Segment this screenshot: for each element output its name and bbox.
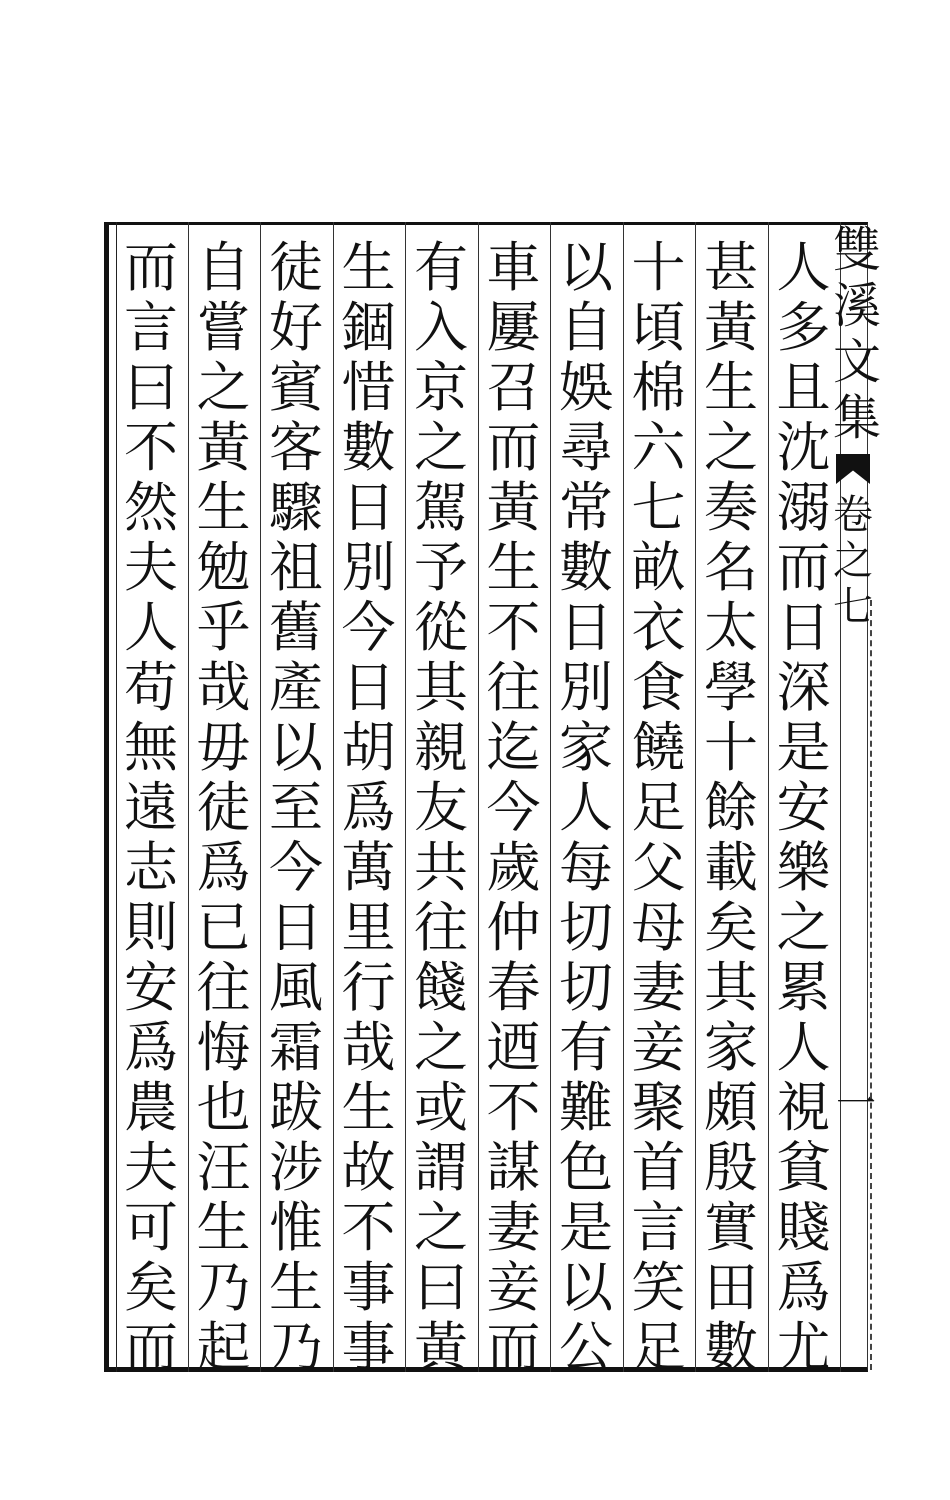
- glyph: 入: [414, 296, 468, 359]
- glyph: 謀: [486, 1136, 541, 1199]
- glyph: 惟: [269, 1196, 323, 1259]
- glyph: 生: [704, 356, 758, 419]
- glyph: 惜: [341, 356, 396, 419]
- glyph: 數: [704, 1316, 758, 1379]
- glyph: 往: [486, 656, 541, 719]
- glyph: 數: [341, 416, 396, 479]
- glyph: 家: [559, 716, 613, 779]
- glyph: 黃: [486, 476, 541, 539]
- glyph: 不: [486, 1076, 541, 1139]
- glyph: 奏: [704, 476, 758, 539]
- glyph: 笑: [631, 1256, 686, 1319]
- glyph: 日: [559, 596, 613, 659]
- glyph: 風: [269, 956, 323, 1019]
- glyph: 屢: [486, 296, 541, 359]
- glyph: 生: [269, 1256, 323, 1319]
- banxin-volume: [833, 492, 873, 630]
- glyph: 名: [704, 536, 758, 599]
- glyph: 甚: [704, 236, 758, 299]
- glyph: 而: [486, 416, 541, 479]
- glyph: 然: [124, 476, 178, 539]
- glyph: 言: [124, 296, 178, 359]
- glyph: 母: [631, 896, 686, 959]
- glyph: 切: [559, 896, 613, 959]
- glyph: 不: [341, 1196, 396, 1259]
- glyph: 視: [776, 1076, 831, 1139]
- glyph: 仲: [486, 896, 541, 959]
- glyph: 謂: [414, 1136, 468, 1199]
- glyph: 賤: [776, 1196, 831, 1259]
- glyph: 歲: [486, 836, 541, 899]
- glyph: 往: [414, 896, 468, 959]
- glyph: 累: [776, 956, 831, 1019]
- glyph: 殷: [704, 1136, 758, 1199]
- glyph: 饒: [631, 716, 686, 779]
- glyph: 迺: [486, 1016, 541, 1079]
- glyph: 頃: [631, 296, 686, 359]
- glyph: 安: [776, 776, 831, 839]
- glyph: 自: [196, 236, 251, 299]
- column-divider: [550, 222, 551, 1372]
- glyph: 爲: [196, 836, 251, 899]
- glyph: 公: [559, 1316, 613, 1379]
- text-column: [478, 236, 550, 1379]
- glyph: 毋: [196, 716, 251, 779]
- column-divider: [333, 222, 334, 1372]
- banxin-glyph: 集: [833, 390, 882, 446]
- glyph: 沈: [776, 416, 831, 479]
- glyph: 乃: [196, 1256, 251, 1319]
- glyph: 錮: [341, 296, 396, 359]
- glyph: 有: [559, 1016, 613, 1079]
- text-column: [623, 236, 695, 1379]
- glyph: 日: [341, 476, 396, 539]
- text-column: [550, 236, 622, 1379]
- glyph: 無: [124, 716, 178, 779]
- glyph: 舊: [269, 596, 323, 659]
- glyph: 尤: [776, 1316, 831, 1379]
- glyph: 召: [486, 356, 541, 419]
- glyph: 車: [486, 236, 541, 299]
- glyph: 京: [414, 356, 468, 419]
- glyph: 畝: [631, 536, 686, 599]
- glyph: 爲: [776, 1256, 831, 1319]
- text-column: [695, 236, 767, 1379]
- glyph: 黃: [196, 416, 251, 479]
- column-divider: [768, 222, 769, 1372]
- glyph: 之: [196, 356, 251, 419]
- glyph: 萬: [341, 836, 396, 899]
- glyph: 遠: [124, 776, 178, 839]
- banxin-page-number: 一: [836, 1081, 876, 1127]
- glyph: 之: [776, 896, 831, 959]
- glyph: 自: [559, 296, 613, 359]
- glyph: 日: [776, 596, 831, 659]
- glyph: 妻: [486, 1196, 541, 1259]
- glyph: 棉: [631, 356, 686, 419]
- glyph: 色: [559, 1136, 613, 1199]
- block-center-strip: [833, 222, 882, 1372]
- glyph: 別: [341, 536, 396, 599]
- glyph: 迄: [486, 716, 541, 779]
- glyph: 涉: [269, 1136, 323, 1199]
- column-divider: [695, 222, 696, 1372]
- glyph: 賓: [269, 356, 323, 419]
- fishtail-mark-icon: [836, 454, 870, 484]
- glyph: 不: [124, 416, 178, 479]
- text-column: [405, 236, 477, 1379]
- glyph: 嘗: [196, 296, 251, 359]
- glyph: 切: [559, 956, 613, 1019]
- glyph: 生: [196, 476, 251, 539]
- glyph: 故: [341, 1136, 396, 1199]
- glyph: 或: [414, 1076, 468, 1139]
- text-column: [768, 236, 840, 1379]
- glyph: 餞: [414, 956, 468, 1019]
- glyph: 而: [776, 536, 831, 599]
- glyph: 妾: [631, 1016, 686, 1079]
- glyph: 以: [269, 716, 323, 779]
- banxin-glyph: 文: [833, 334, 882, 390]
- glyph: 夫: [124, 536, 178, 599]
- glyph: 以: [559, 236, 613, 299]
- glyph: 父: [631, 836, 686, 899]
- glyph: 深: [776, 656, 831, 719]
- banxin-glyph: 之: [833, 538, 873, 584]
- glyph: 首: [631, 1136, 686, 1199]
- glyph: 多: [776, 296, 831, 359]
- banxin-glyph: 卷: [833, 492, 873, 538]
- glyph: 且: [776, 356, 831, 419]
- glyph: 人: [559, 776, 613, 839]
- glyph: 之: [414, 1016, 468, 1079]
- column-divider: [405, 222, 406, 1372]
- glyph: 人: [776, 236, 831, 299]
- glyph: 驟: [269, 476, 323, 539]
- glyph: 衣: [631, 596, 686, 659]
- glyph: 田: [704, 1256, 758, 1319]
- glyph: 霜: [269, 1016, 323, 1079]
- glyph: 日: [341, 656, 396, 719]
- glyph: 人: [124, 596, 178, 659]
- glyph: 悔: [196, 1016, 251, 1079]
- banxin-dashed-rule: [870, 600, 876, 1370]
- glyph: 友: [414, 776, 468, 839]
- glyph: 每: [559, 836, 613, 899]
- glyph: 今: [341, 596, 396, 659]
- glyph: 爲: [124, 1016, 178, 1079]
- glyph: 可: [124, 1196, 178, 1259]
- glyph: 事: [341, 1316, 396, 1379]
- glyph: 哉: [341, 1016, 396, 1079]
- glyph: 行: [341, 956, 396, 1019]
- glyph: 曰: [124, 356, 178, 419]
- glyph: 爲: [341, 776, 396, 839]
- glyph: 別: [559, 656, 613, 719]
- glyph: 產: [269, 656, 323, 719]
- glyph: 黃: [704, 296, 758, 359]
- glyph: 妾: [486, 1256, 541, 1319]
- glyph: 矣: [704, 896, 758, 959]
- glyph: 是: [559, 1196, 613, 1259]
- glyph: 從: [414, 596, 468, 659]
- glyph: 生: [486, 536, 541, 599]
- glyph: 至: [269, 776, 323, 839]
- glyph: 共: [414, 836, 468, 899]
- glyph: 好: [269, 296, 323, 359]
- glyph: 足: [631, 1316, 686, 1379]
- glyph: 客: [269, 416, 323, 479]
- glyph: 則: [124, 896, 178, 959]
- glyph: 農: [124, 1076, 178, 1139]
- glyph: 志: [124, 836, 178, 899]
- glyph: 餘: [704, 776, 758, 839]
- glyph: 十: [704, 716, 758, 779]
- glyph: 之: [414, 416, 468, 479]
- glyph: 生: [196, 1196, 251, 1259]
- glyph: 難: [559, 1076, 613, 1139]
- glyph: 有: [414, 236, 468, 299]
- glyph: 乃: [269, 1316, 323, 1379]
- glyph: 之: [414, 1196, 468, 1259]
- glyph: 夫: [124, 1136, 178, 1199]
- banxin-glyph: 雙: [833, 222, 882, 278]
- column-divider: [478, 222, 479, 1372]
- glyph: 七: [631, 476, 686, 539]
- glyph: 之: [704, 416, 758, 479]
- glyph: 常: [559, 476, 613, 539]
- glyph: 往: [196, 956, 251, 1019]
- glyph: 起: [196, 1316, 251, 1379]
- glyph: 徒: [196, 776, 251, 839]
- glyph: 人: [776, 1016, 831, 1079]
- glyph: 娛: [559, 356, 613, 419]
- glyph: 聚: [631, 1076, 686, 1139]
- glyph: 跋: [269, 1076, 323, 1139]
- glyph: 乎: [196, 596, 251, 659]
- glyph: 六: [631, 416, 686, 479]
- glyph: 汪: [196, 1136, 251, 1199]
- glyph: 胡: [341, 716, 396, 779]
- glyph: 而: [124, 236, 178, 299]
- glyph: 太: [704, 596, 758, 659]
- glyph: 學: [704, 656, 758, 719]
- text-column: [115, 236, 187, 1379]
- glyph: 其: [414, 656, 468, 719]
- glyph: 生: [341, 1076, 396, 1139]
- glyph: 溺: [776, 476, 831, 539]
- glyph: 家: [704, 1016, 758, 1079]
- glyph: 駕: [414, 476, 468, 539]
- glyph: 實: [704, 1196, 758, 1259]
- text-column: [188, 236, 260, 1379]
- glyph: 是: [776, 716, 831, 779]
- glyph: 尋: [559, 416, 613, 479]
- glyph: 徒: [269, 236, 323, 299]
- column-divider: [623, 222, 624, 1372]
- text-column: [260, 236, 332, 1379]
- glyph: 貧: [776, 1136, 831, 1199]
- glyph: 祖: [269, 536, 323, 599]
- glyph: 日: [269, 896, 323, 959]
- glyph: 而: [486, 1316, 541, 1379]
- glyph: 已: [196, 896, 251, 959]
- glyph: 其: [704, 956, 758, 1019]
- glyph: 哉: [196, 656, 251, 719]
- glyph: 苟: [124, 656, 178, 719]
- glyph: 今: [486, 776, 541, 839]
- glyph: 安: [124, 956, 178, 1019]
- glyph: 予: [414, 536, 468, 599]
- glyph: 食: [631, 656, 686, 719]
- glyph: 矣: [124, 1256, 178, 1319]
- glyph: 也: [196, 1076, 251, 1139]
- glyph: 春: [486, 956, 541, 1019]
- glyph: 足: [631, 776, 686, 839]
- glyph: 里: [341, 896, 396, 959]
- glyph: 言: [631, 1196, 686, 1259]
- glyph: 黃: [414, 1316, 468, 1379]
- glyph: 生: [341, 236, 396, 299]
- banxin-title: [833, 222, 882, 446]
- glyph: 十: [631, 236, 686, 299]
- glyph: 樂: [776, 836, 831, 899]
- column-divider: [260, 222, 261, 1372]
- glyph: 事: [341, 1256, 396, 1319]
- column-divider: [188, 222, 189, 1372]
- glyph: 勉: [196, 536, 251, 599]
- banxin-glyph: 七: [833, 584, 873, 630]
- glyph: 而: [124, 1316, 178, 1379]
- glyph: 不: [486, 596, 541, 659]
- glyph: 今: [269, 836, 323, 899]
- glyph: 數: [559, 536, 613, 599]
- glyph: 以: [559, 1256, 613, 1319]
- glyph: 妻: [631, 956, 686, 1019]
- glyph: 載: [704, 836, 758, 899]
- banxin-glyph: 溪: [833, 278, 882, 334]
- glyph: 頗: [704, 1076, 758, 1139]
- glyph: 親: [414, 716, 468, 779]
- text-column: [333, 236, 405, 1379]
- glyph: 曰: [414, 1256, 468, 1319]
